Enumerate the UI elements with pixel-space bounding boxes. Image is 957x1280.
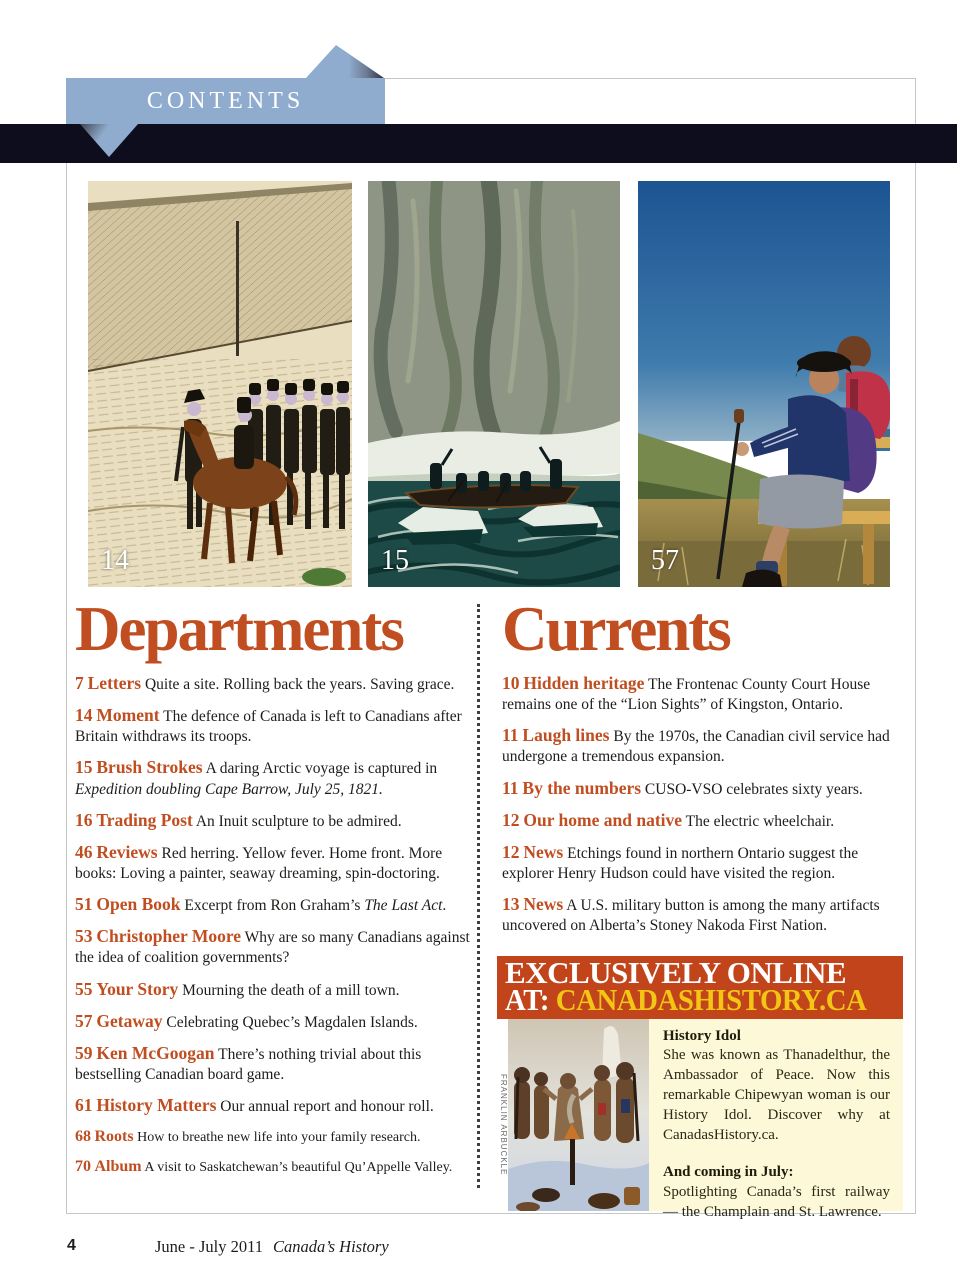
entry-page-number: 61 [75,1095,93,1116]
photo-moment-engraving [88,181,352,587]
entry-title: Laugh lines [522,725,610,746]
entry-page-number: 51 [75,894,93,915]
footer-magazine-title: Canada’s History [273,1237,389,1256]
entry-page-number: 15 [75,757,93,778]
toc-entry [75,1042,479,1085]
contents-banner [66,78,385,124]
toc-entry [75,1129,479,1147]
entry-page-number: 59 [75,1042,93,1063]
entry-page-number: 70 [75,1158,91,1176]
online-banner-at: AT: [505,982,556,1018]
photo-page-number: 14 [101,545,129,576]
entry-page-number: 55 [75,978,93,999]
entry-description: The electric wheelchair. [685,812,835,830]
toc-entry [75,896,479,916]
footer-page-number: 4 [67,1237,76,1254]
entry-title: By the numbers [522,777,642,798]
toc-entry [502,727,904,767]
entry-title: Your Story [96,978,179,999]
entry-description: Why are so many Canadians against the idea of coalition governments? [75,929,470,967]
entry-title: Brush Strokes [96,757,203,778]
photo-brush-strokes-painting [368,181,620,587]
entry-page-number: 46 [75,841,93,862]
online-content [649,1019,903,1221]
entry-description: A daring Arctic voyage is captured in [205,760,438,778]
online-url: CANADASHISTORY.CA [555,982,867,1018]
online-section-heading: And coming in July: [663,1164,794,1181]
toc-entry [75,978,479,1001]
entry-page-number: 7 [75,673,84,693]
photo-getaway-hikers [638,181,890,587]
online-module [497,955,903,1221]
entry-title: News [523,841,564,862]
toc-entry [75,675,479,695]
entry-title: Our home and native [523,809,683,830]
photo-page-number: 15 [381,545,409,576]
entry-page-number: 14 [75,705,93,726]
history-idol-painting [508,1019,649,1211]
entry-description: Quite a site. Rolling back the years. Saving grace. [144,676,455,693]
entry-description: Etchings found in northern Ontario suggest the explorer Henry Hudson could have visited the region. [502,844,859,882]
departments-list [75,675,479,1178]
entry-title: News [523,894,564,915]
toc-entry [502,777,904,800]
ribbon-fold-up [306,45,384,78]
online-banner-line2 [505,982,868,1018]
online-banner-line1: EXCLUSIVELY ONLINE [505,955,847,990]
entry-description: Mourning the death of a mill town. [182,981,400,999]
entry-page-number: 10 [502,673,520,693]
entry-description: How to breathe new life into your family research. [137,1130,421,1146]
online-section [663,1027,890,1147]
entry-page-number: 12 [502,809,520,830]
entry-title: Open Book [96,894,181,915]
entry-description: The Frontenac County Court House remains one of the “Lion Sights” of Kingston, Ontario. [502,676,871,714]
entry-italic-title: Expedition doubling Cape Barrow, July 25, 1821. [75,780,383,798]
ribbon-fold-down [80,124,138,157]
entry-description: A U.S. military button is among the many artifacts uncovered on Alberta’s Stoney Nakoda First Nation. [502,897,880,935]
currents-heading: Currents [502,594,730,664]
toc-entry [502,809,904,832]
column-divider [477,604,480,1188]
entry-title: Roots [94,1128,134,1146]
toc-entry [75,759,479,799]
toc-entry [502,675,904,715]
entry-title: Ken McGoogan [96,1042,215,1063]
entry-title: History Matters [96,1095,217,1116]
toc-entry [502,896,904,936]
entry-description: Excerpt from Ron Graham’s [184,897,361,915]
entry-page-number: 68 [75,1128,91,1146]
entry-description: Red herring. Yellow fever. Home front. More books: Loving a painter, seaway dreaming, spin-doctoring. [75,844,443,882]
photo-page-number: 57 [651,545,679,576]
entry-page-number: 11 [502,725,519,746]
departments-column [75,594,479,1190]
entry-description: Our annual report and honour roll. [220,1098,434,1116]
online-body [497,1019,903,1221]
entry-tail: . [442,897,447,915]
online-section [663,1163,890,1223]
toc-entry [75,1010,479,1033]
toc-entry [502,841,904,884]
entry-title: Hidden heritage [523,673,645,693]
online-section-heading: History Idol [663,1027,741,1044]
toc-entry [75,1097,479,1117]
toc-entry [75,928,479,968]
entry-title: Reviews [96,841,158,862]
currents-list [502,675,904,936]
toc-entry [75,841,479,884]
entry-description: CUSO-VSO celebrates sixty years. [644,780,863,798]
currents-column [502,594,904,948]
entry-description: A visit to Saskatchewan’s beautiful Qu’Appelle Valley. [144,1160,453,1176]
entry-description: By the 1970s, the Canadian civil service had undergone a tremendous expansion. [502,728,890,766]
departments-heading: Departments [75,594,403,664]
entry-italic-title: The Last Act [364,897,443,915]
entry-title: Album [94,1158,142,1176]
entry-description: There’s nothing trivial about this bestselling Canadian board game. [75,1045,422,1083]
entry-title: Trading Post [96,809,193,830]
entry-page-number: 16 [75,809,93,830]
footer-issue: June - July 2011 [155,1237,264,1256]
entry-page-number: 12 [502,841,520,862]
online-section-body: Spotlighting Canada’s first railway — the Champlain and St. Lawrence. [663,1184,890,1221]
entry-title: Christopher Moore [96,926,242,947]
toc-entry [75,1159,479,1177]
entry-page-number: 53 [75,926,93,947]
navy-stripe [0,124,957,163]
photo-credit: FRANKLIN ARBUCKLE [497,1019,508,1211]
online-section-body: She was known as Thanadelthur, the Ambassador of Peace. Now this remarkable Chipewyan woman is our History Idol. Discover why at CanadasHistory.ca. [663,1047,890,1144]
entry-title: Moment [96,705,160,726]
entry-title: Getaway [96,1010,163,1031]
toc-entry [75,707,479,747]
contents-label: CONTENTS [146,87,305,114]
entry-page-number: 11 [502,777,519,798]
entry-title: Letters [87,673,142,693]
toc-entry [75,809,479,832]
online-banner [497,956,903,1019]
entry-description: An Inuit sculpture to be admired. [195,812,402,830]
entry-description: Celebrating Quebec’s Magdalen Islands. [166,1013,418,1031]
entry-description: The defence of Canada is left to Canadians after Britain withdraws its troops. [75,708,462,746]
entry-page-number: 13 [502,894,520,915]
entry-page-number: 57 [75,1010,93,1031]
